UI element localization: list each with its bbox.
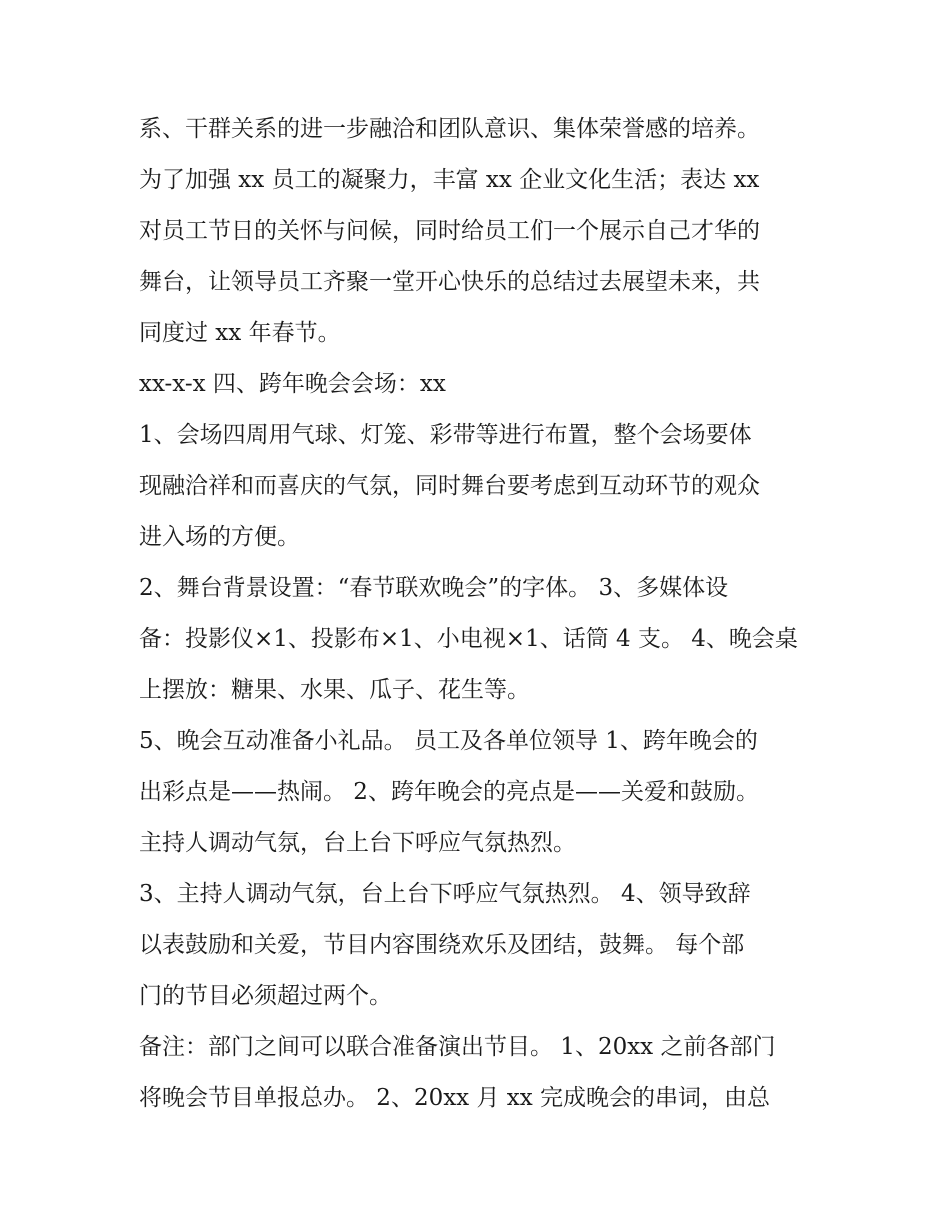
text-line: 1、会场四周用气球、灯笼、彩带等进行布置，整个会场要体 <box>139 422 752 448</box>
text-line: 以表鼓励和关爱，节目内容围绕欢乐及团结，鼓舞。 每个部 <box>139 932 745 958</box>
text-line: 2、舞台背景设置：“春节联欢晚会”的字体。 3、多媒体设 <box>139 575 729 601</box>
text-line: 将晚会节目单报总办。 2、20xx 月 xx 完成晚会的串词，由总 <box>139 1085 771 1111</box>
text-line: 为了加强 xx 员工的凝聚力，丰富 xx 企业文化生活；表达 xx <box>139 167 760 193</box>
text-line: 上摆放：糖果、水果、瓜子、花生等。 <box>139 677 530 703</box>
text-line: 对员工节日的关怀与问候，同时给员工们一个展示自己才华的 <box>139 218 760 244</box>
text-line: 出彩点是——热闹。 2、跨年晚会的亮点是——关爱和鼓励。 <box>139 779 759 805</box>
text-line: 进入场的方便。 <box>139 524 300 550</box>
document-body <box>139 104 829 1124</box>
text-line: 系、干群关系的进一步融洽和团队意识、集体荣誉感的培养。 <box>139 116 760 142</box>
text-line: 门的节目必须超过两个。 <box>139 983 392 1009</box>
text-line: 同度过 xx 年春节。 <box>139 320 341 346</box>
text-line: 现融洽祥和而喜庆的气氛，同时舞台要考虑到互动环节的观众 <box>139 473 760 499</box>
text-line: 5、晚会互动准备小礼品。 员工及各单位领导 1、跨年晚会的 <box>139 728 758 754</box>
text-line: 3、主持人调动气氛，台上台下呼应气氛热烈。 4、领导致辞 <box>139 881 751 907</box>
text-line: xx-x-x 四、跨年晚会会场：xx <box>139 371 446 397</box>
text-line: 舞台，让领导员工齐聚一堂开心快乐的总结过去展望未来，共 <box>139 269 760 295</box>
text-line: 主持人调动气氛，台上台下呼应气氛热烈。 <box>139 830 576 856</box>
text-line: 备：投影仪×1、投影布×1、小电视×1、话筒 4 支。 4、晚会桌 <box>139 626 798 652</box>
text-line: 备注：部门之间可以联合准备演出节目。 1、20xx 之前各部门 <box>139 1034 776 1060</box>
